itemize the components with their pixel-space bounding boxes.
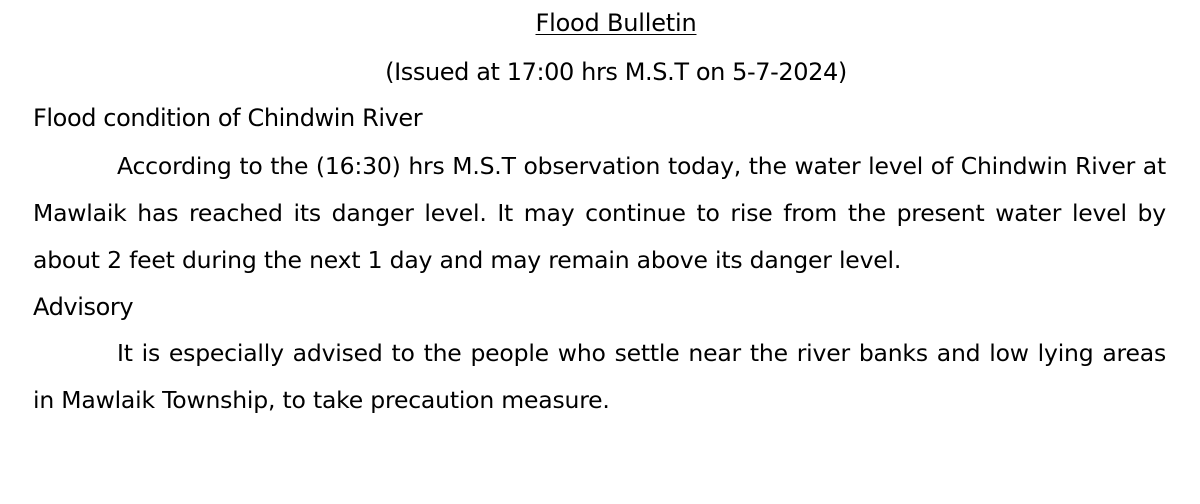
section-body-flood-condition (33, 143, 1166, 284)
bulletin-page (33, 0, 1166, 504)
section-body-advisory (33, 330, 1166, 424)
bulletin-title: Flood Bulletin (535, 9, 697, 37)
flood-condition-text: According to the (16:30) hrs M.S.T observation today, the water level of Chindwin River at Mawlaik has reached its danger level. It may continue to rise from the present water level by about 2 feet during the next 1 day and may remain above its danger level. (33, 152, 1166, 274)
advisory-text: It is especially advised to the people who settle near the river banks and low lying areas in Mawlaik Township, to take precaution measure. (33, 339, 1166, 414)
section-heading-flood-condition: Flood condition of Chindwin River (33, 104, 423, 132)
bulletin-issued-time: (Issued at 17:00 hrs M.S.T on 5-7-2024) (385, 58, 847, 86)
section-heading-advisory: Advisory (33, 293, 134, 321)
